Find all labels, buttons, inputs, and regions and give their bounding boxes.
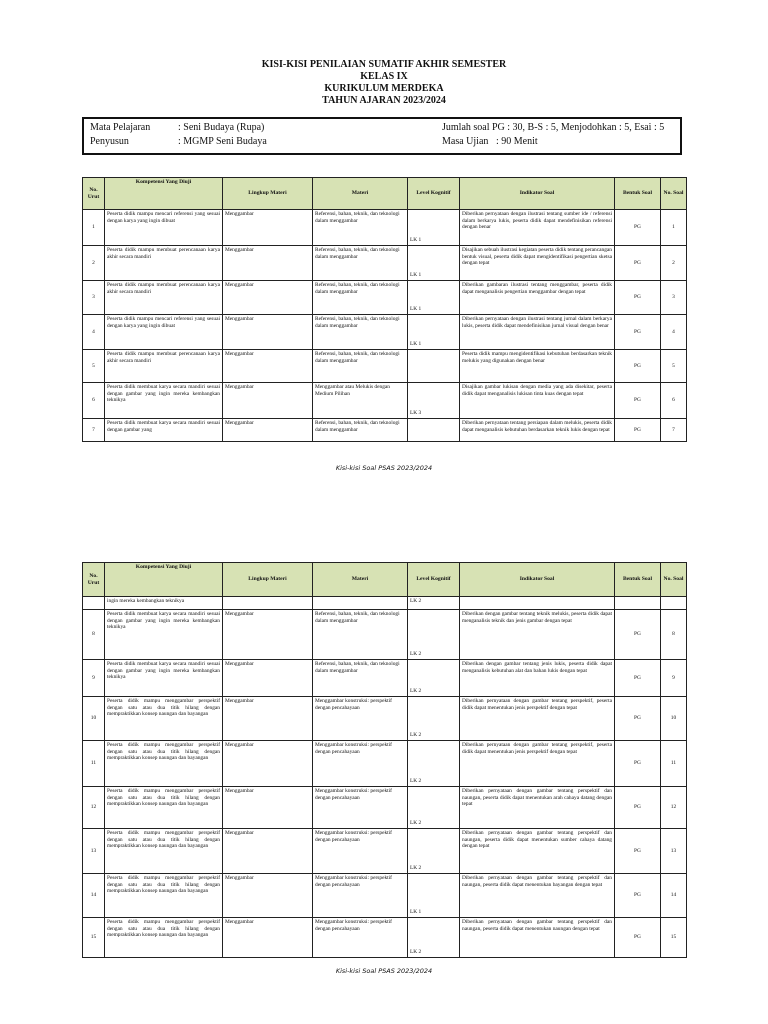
penyusun-value: : MGMP Seni Budaya bbox=[178, 136, 267, 147]
table-row bbox=[83, 383, 687, 419]
table-row bbox=[83, 281, 687, 315]
cell-lingkup: Menggambar bbox=[223, 281, 313, 315]
cell-lingkup: Menggambar bbox=[223, 829, 313, 874]
penyusun-label: Penyusun bbox=[90, 136, 129, 147]
cell-materi: Menggambar konstruksi: perspektif dengan pencahayaan bbox=[313, 741, 408, 787]
cell-lingkup: Menggambar bbox=[223, 315, 313, 350]
cell-materi: Referensi, bahan, teknik, dan teknologi dalam menggambar bbox=[313, 610, 408, 660]
cell-kompetensi: Peserta didik membuat karya secara mandiri sesuai dengan gambar yang bbox=[105, 419, 223, 442]
cell-indikator: Diberikan pernyataan dengan ilustrasi tentang sumber ide / referensi dalam berkarya lukis, peserta didik dapat mendefinisikan referensi dengan benar bbox=[460, 210, 615, 246]
table-row bbox=[83, 246, 687, 281]
doc-title: KISI-KISI PENILAIAN SUMATIF AKHIR SEMESTER bbox=[261, 59, 507, 70]
col-no: No. Urut bbox=[83, 563, 105, 597]
cell-nosoal: 3 bbox=[661, 281, 687, 315]
cell-indikator: Diberikan dengan gambar tentang jenis lukis, peserta didik dapat menganalisis kebutuhan alat dan bahan lukis dengan tepat bbox=[460, 660, 615, 697]
cell-materi: Menggambar konstruksi: perspektif dengan pencahayaan bbox=[313, 829, 408, 874]
cell-kompetensi: Peserta didik mampu menggambar perspektif dengan satu atau dua titik hilang dengan mempraktikkan konsep naungan dan bayangan bbox=[105, 697, 223, 741]
col-lingkup: Lingkup Materi bbox=[223, 563, 313, 597]
cell-lingkup: Menggambar bbox=[223, 918, 313, 958]
cell-kompetensi: Peserta didik membuat karya secara mandiri sesuai dengan gambar yang ingin mereka kembangkan teknikya bbox=[105, 383, 223, 419]
cell-lingkup: Menggambar bbox=[223, 660, 313, 697]
table-row-continuation bbox=[83, 597, 687, 610]
mapel-label: Mata Pelajaran bbox=[90, 122, 151, 133]
cell-bentuk: PG bbox=[615, 787, 661, 829]
cell-lingkup: Menggambar bbox=[223, 350, 313, 383]
col-level: Level Kognitif bbox=[408, 178, 460, 210]
col-materi: Materi bbox=[313, 563, 408, 597]
cell-bentuk: PG bbox=[615, 697, 661, 741]
cell-level: LK 1 bbox=[408, 281, 460, 315]
footer-page2: Kisi-kisi Soal PSAS 2023/2024 bbox=[335, 967, 433, 975]
cell-no: 14 bbox=[83, 874, 105, 918]
cell-nosoal: 12 bbox=[661, 787, 687, 829]
cell-kompetensi: Peserta didik mampu membuat perencanaan karya akhir secara mandiri bbox=[105, 281, 223, 315]
cell-no: 6 bbox=[83, 383, 105, 419]
cell-nosoal: 7 bbox=[661, 419, 687, 442]
cell-lingkup: Menggambar bbox=[223, 246, 313, 281]
cell-lingkup: Menggambar bbox=[223, 697, 313, 741]
col-nosoal: No. Soal bbox=[661, 563, 687, 597]
cell-indikator: Disajikan gambar lukisan dengan media yang ada disekitar, peserta didik dapat menganalisis lukisan tinta kuas dengan tepat bbox=[460, 383, 615, 419]
cell-materi: Referensi, bahan, teknik, dan teknologi dalam menggambar bbox=[313, 660, 408, 697]
cell-level bbox=[408, 419, 460, 442]
cell-level: LK 1 bbox=[408, 874, 460, 918]
cell-indikator: Diberikan pernyataan tentang persiapan dalam melukis, peserta didik dapat menganalisis kebutuhan berdasarkan teknik lukis dengan tepat bbox=[460, 419, 615, 442]
cell-no: 11 bbox=[83, 741, 105, 787]
cell-level: LK 1 bbox=[408, 210, 460, 246]
cell-level: LK 2 bbox=[408, 610, 460, 660]
col-kompetensi: Kompetensi Yang Diuji bbox=[105, 178, 223, 210]
cell-lingkup: Menggambar bbox=[223, 787, 313, 829]
cell-materi: Menggambar atau Melukis dengan Medium Pilihan bbox=[313, 383, 408, 419]
cell-kompetensi: Peserta didik mampu membuat perencanaan karya akhir secara mandiri bbox=[105, 350, 223, 383]
cell-nosoal: 1 bbox=[661, 210, 687, 246]
cell-indikator: Diberikan pernyataan dengan gambar tentang perspektif, peserta didik dapat menentukan jenis perspektif dengan tepat bbox=[460, 741, 615, 787]
cell-kompetensi: Peserta didik mampu menggambar perspektif dengan satu atau dua titik hilang dengan mempraktikkan konsep naungan dan bayangan bbox=[105, 829, 223, 874]
doc-curriculum: KURIKULUM MERDEKA bbox=[324, 83, 444, 94]
table-row bbox=[83, 660, 687, 697]
cell-no: 1 bbox=[83, 210, 105, 246]
cell-materi: Menggambar konstruksi: perspektif dengan pencahayaan bbox=[313, 874, 408, 918]
cell-indikator: Peserta didik mampu mengidentifikasi kebutuhan berdasarkan teknik melukis yang digunakan dengan benar bbox=[460, 350, 615, 383]
table-row bbox=[83, 874, 687, 918]
kisi-table-page2 bbox=[82, 562, 687, 958]
cell-materi: Referensi, bahan, teknik, dan teknologi dalam menggambar bbox=[313, 419, 408, 442]
cell-level: LK 1 bbox=[408, 315, 460, 350]
table-row bbox=[83, 210, 687, 246]
cell-kompetensi: Peserta didik mampu mencari referensi yang sesuai dengan karya yang ingin dibuat bbox=[105, 210, 223, 246]
doc-year: TAHUN AJARAN 2023/2024 bbox=[322, 95, 446, 106]
cell-bentuk: PG bbox=[615, 419, 661, 442]
cell-nosoal: 2 bbox=[661, 246, 687, 281]
col-kompetensi: Kompetensi Yang Diuji bbox=[105, 563, 223, 597]
cell-no: 9 bbox=[83, 660, 105, 697]
cell-no: 4 bbox=[83, 315, 105, 350]
cell-nosoal: 8 bbox=[661, 610, 687, 660]
col-lingkup: Lingkup Materi bbox=[223, 178, 313, 210]
cell-kompetensi: Peserta didik mampu menggambar perspektif dengan satu atau dua titik hilang dengan mempraktikkan konsep naungan dan bayangan bbox=[105, 874, 223, 918]
table-row bbox=[83, 315, 687, 350]
cell-kompetensi: Peserta didik mampu mencari referensi yang sesuai dengan karya yang ingin dibuat bbox=[105, 315, 223, 350]
cell-bentuk: PG bbox=[615, 210, 661, 246]
cell-bentuk: PG bbox=[615, 350, 661, 383]
cell-nosoal: 10 bbox=[661, 697, 687, 741]
cell-kompetensi: ingin mereka kembangkan teknikya bbox=[105, 597, 223, 610]
cell-nosoal: 14 bbox=[661, 874, 687, 918]
cell-bentuk: PG bbox=[615, 383, 661, 419]
cell-materi: Menggambar konstruksi: perspektif dengan pencahayaan bbox=[313, 697, 408, 741]
cell-lingkup: Menggambar bbox=[223, 419, 313, 442]
cell-materi: Referensi, bahan, teknik, dan teknologi dalam menggambar bbox=[313, 281, 408, 315]
col-indikator: Indikator Soal bbox=[460, 563, 615, 597]
cell-lingkup: Menggambar bbox=[223, 741, 313, 787]
cell-level: LK 2 bbox=[408, 829, 460, 874]
cell-lingkup: Menggambar bbox=[223, 874, 313, 918]
table-row bbox=[83, 918, 687, 958]
cell-lingkup: Menggambar bbox=[223, 383, 313, 419]
cell-bentuk: PG bbox=[615, 660, 661, 697]
cell-no: 2 bbox=[83, 246, 105, 281]
col-bentuk: Bentuk Soal bbox=[615, 563, 661, 597]
kisi-table-page1 bbox=[82, 177, 687, 442]
table-row bbox=[83, 610, 687, 660]
cell-nosoal: 13 bbox=[661, 829, 687, 874]
table-row bbox=[83, 787, 687, 829]
cell-no: 12 bbox=[83, 787, 105, 829]
cell-kompetensi: Peserta didik mampu menggambar perspektif dengan satu atau dua titik hilang dengan mempraktikkan konsep naungan dan bayangan bbox=[105, 741, 223, 787]
masa-ujian-label: Masa Ujian bbox=[442, 136, 489, 147]
cell-nosoal: 15 bbox=[661, 918, 687, 958]
cell-indikator: Diberikan pernyataan dengan gambar tentang perspektif dan naungan, peserta didik dapat menentukan bayangan dengan tepat bbox=[460, 874, 615, 918]
table-row bbox=[83, 741, 687, 787]
cell-level: LK 3 bbox=[408, 383, 460, 419]
cell-materi: Referensi, bahan, teknik, dan teknologi dalam menggambar bbox=[313, 210, 408, 246]
cell-no: 13 bbox=[83, 829, 105, 874]
cell-bentuk: PG bbox=[615, 918, 661, 958]
col-level: Level Kognitif bbox=[408, 563, 460, 597]
jumlah-soal: Jumlah soal PG : 30, B-S : 5, Menjodohkan : 5, Esai : 5 bbox=[442, 122, 665, 133]
cell-indikator: Diberikan pernyataan dengan gambar tentang perspektif dan naungan, peserta didik dapat menentukan naungan dengan tepat bbox=[460, 918, 615, 958]
col-bentuk: Bentuk Soal bbox=[615, 178, 661, 210]
cell-bentuk: PG bbox=[615, 829, 661, 874]
col-no: No. Urut bbox=[83, 178, 105, 210]
col-materi: Materi bbox=[313, 178, 408, 210]
cell-no: 5 bbox=[83, 350, 105, 383]
cell-bentuk: PG bbox=[615, 610, 661, 660]
masa-ujian-value: : 90 Menit bbox=[496, 136, 538, 147]
cell-nosoal: 9 bbox=[661, 660, 687, 697]
cell-indikator: Diberikan dengan gambar tentang teknik melukis, peserta didik dapat menganalisis teknik dan jenis gambar dengan tepat bbox=[460, 610, 615, 660]
cell-lingkup: Menggambar bbox=[223, 210, 313, 246]
cell-level: LK 2 bbox=[408, 741, 460, 787]
cell-bentuk: PG bbox=[615, 246, 661, 281]
cell-no: 10 bbox=[83, 697, 105, 741]
cell-no: 15 bbox=[83, 918, 105, 958]
cell-bentuk: PG bbox=[615, 315, 661, 350]
cell-level: LK 2 bbox=[408, 697, 460, 741]
cell-level: LK 2 bbox=[408, 787, 460, 829]
cell-kompetensi: Peserta didik mampu menggambar perspektif dengan satu atau dua titik hilang dengan mempraktikkan konsep naungan dan bayangan bbox=[105, 918, 223, 958]
cell-kompetensi: Peserta didik mampu membuat perencanaan karya akhir secara mandiri bbox=[105, 246, 223, 281]
cell-indikator: Diberikan pernyataan dengan gambar tentang perspektif, peserta didik dapat menentukan jenis perspektif dengan tepat bbox=[460, 697, 615, 741]
info-box bbox=[82, 117, 682, 155]
table-row bbox=[83, 829, 687, 874]
cell-materi: Referensi, bahan, teknik, dan teknologi dalam menggambar bbox=[313, 350, 408, 383]
cell-level: LK 1 bbox=[408, 246, 460, 281]
cell-materi: Referensi, bahan, teknik, dan teknologi dalam menggambar bbox=[313, 315, 408, 350]
doc-class: KELAS IX bbox=[360, 71, 408, 82]
cell-indikator: Diberikan pernyataan dengan ilustrasi tentang jurnal dalam berkarya lukis, peserta didik dapat mendefinisikan jurnal visual dengan benar bbox=[460, 315, 615, 350]
cell-bentuk: PG bbox=[615, 281, 661, 315]
cell-lingkup: Menggambar bbox=[223, 610, 313, 660]
cell-nosoal: 11 bbox=[661, 741, 687, 787]
cell-level: LK 2 bbox=[408, 597, 460, 610]
cell-bentuk: PG bbox=[615, 741, 661, 787]
cell-bentuk: PG bbox=[615, 874, 661, 918]
cell-no: 3 bbox=[83, 281, 105, 315]
cell-kompetensi: Peserta didik membuat karya secara mandiri sesuai dengan gambar yang ingin mereka kembangkan teknikya bbox=[105, 660, 223, 697]
cell-no: 8 bbox=[83, 610, 105, 660]
cell-nosoal: 4 bbox=[661, 315, 687, 350]
col-indikator: Indikator Soal bbox=[460, 178, 615, 210]
cell-indikator: Diberikan gambaran ilustrasi tentang menggambar, peserta didik dapat menganalisis pengertian menggambar dengan tepat bbox=[460, 281, 615, 315]
cell-nosoal: 6 bbox=[661, 383, 687, 419]
cell-kompetensi: Peserta didik membuat karya secara mandiri sesuai dengan gambar yang ingin mereka kembangkan teknikya bbox=[105, 610, 223, 660]
cell-indikator: Disajikan sebuah ilustrasi kegiatan peserta didik tentang perancangan bentuk visual, peserta didik dapat mengidentifikasi pengertian sketsa dengan tepat bbox=[460, 246, 615, 281]
cell-kompetensi: Peserta didik mampu menggambar perspektif dengan satu atau dua titik hilang dengan mempraktikkan konsep naungan dan bayangan bbox=[105, 787, 223, 829]
cell-materi: Menggambar konstruksi: perspektif dengan pencahayaan bbox=[313, 918, 408, 958]
cell-no: 7 bbox=[83, 419, 105, 442]
footer-page1: Kisi-kisi Soal PSAS 2023/2024 bbox=[335, 464, 433, 472]
cell-level: LK 2 bbox=[408, 660, 460, 697]
cell-indikator: Diberikan pernyataan dengan gambar tentang perspektif dan naungan, peserta didik dapat menentukan sumber cahaya datang dengan tepat bbox=[460, 829, 615, 874]
table-row bbox=[83, 419, 687, 442]
table-row bbox=[83, 697, 687, 741]
cell-indikator: Diberikan pernyataan dengan gambar tentang perspektif dan naungan, peserta didik dapat menentukan arah cahaya datang dengan tepat bbox=[460, 787, 615, 829]
cell-nosoal: 5 bbox=[661, 350, 687, 383]
col-nosoal: No. Soal bbox=[661, 178, 687, 210]
table-row bbox=[83, 350, 687, 383]
cell-materi: Menggambar konstruksi: perspektif dengan pencahayaan bbox=[313, 787, 408, 829]
cell-level bbox=[408, 350, 460, 383]
cell-materi: Referensi, bahan, teknik, dan teknologi dalam menggambar bbox=[313, 246, 408, 281]
mapel-value: : Seni Budaya (Rupa) bbox=[178, 122, 265, 133]
cell-level: LK 2 bbox=[408, 918, 460, 958]
